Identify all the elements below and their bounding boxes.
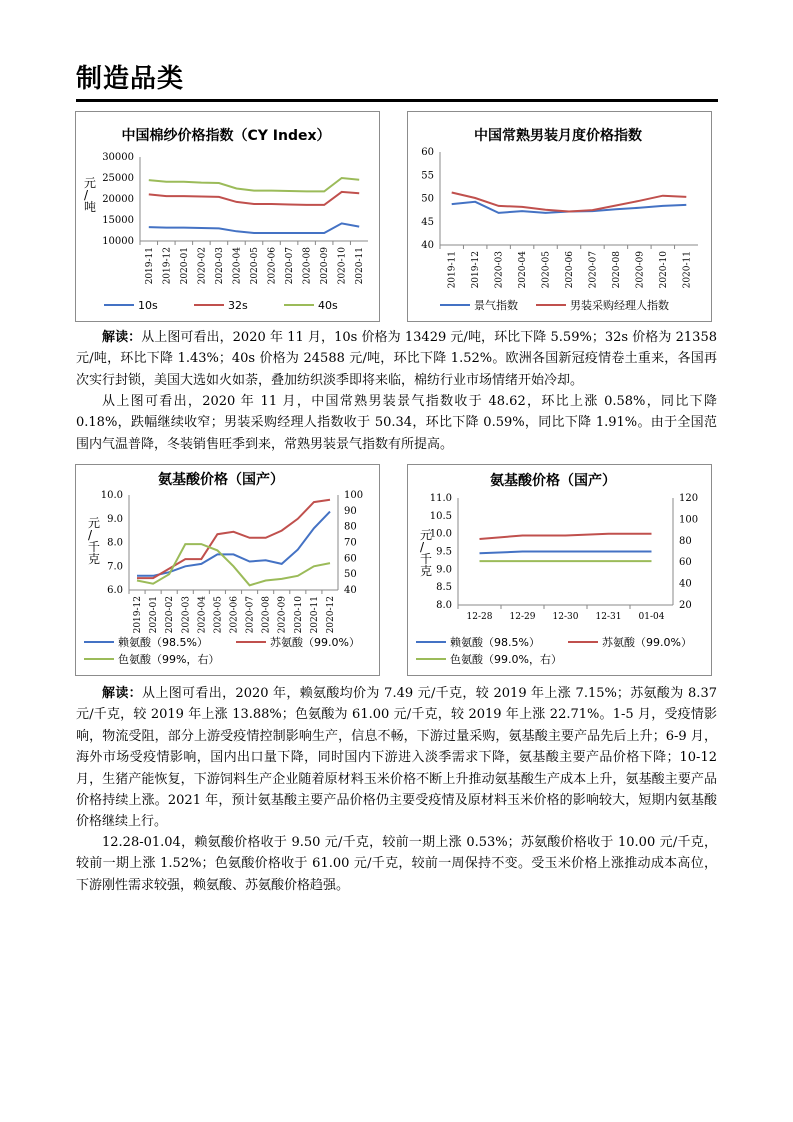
x-tick-label: 2020-07 — [588, 251, 599, 289]
x-tick-label: 2020-08 — [611, 251, 622, 289]
y-axis-label-char: 千 — [88, 540, 101, 554]
x-tick-label: 2020-06 — [565, 251, 575, 289]
y2-tick-label: 50 — [344, 569, 357, 581]
x-tick-label: 2020-08 — [261, 596, 272, 634]
y-tick-label: 25000 — [102, 173, 134, 184]
legend-label: 赖氨酸（98.5%） — [450, 636, 540, 649]
x-tick-label: 2020-04 — [197, 596, 208, 634]
x-tick-label: 2020-11 — [682, 251, 693, 289]
y-tick-label: 7.0 — [107, 561, 123, 573]
y2-tick-label: 80 — [679, 535, 692, 547]
y-axis-label-char: 元 — [420, 528, 433, 542]
y-axis-label-char: / — [84, 188, 89, 202]
chart-title: 中国常熟男装月度价格指数 — [474, 128, 642, 144]
y-axis-label-char: 元 — [88, 516, 101, 530]
paragraph-amino-weekly — [76, 832, 717, 896]
legend-label: 10s — [138, 299, 158, 312]
x-tick-label: 12-29 — [509, 612, 536, 622]
chart-title: 氨基酸价格（国产） — [158, 472, 284, 488]
x-tick-label: 2020-04 — [232, 247, 243, 285]
x-tick-label: 2020-05 — [250, 247, 260, 285]
y-tick-label: 10.0 — [100, 490, 123, 501]
x-tick-label: 2020-10 — [658, 251, 669, 289]
x-tick-label: 2020-10 — [293, 596, 304, 634]
y2-tick-label: 60 — [679, 557, 692, 569]
x-tick-label: 2019-12 — [162, 247, 173, 285]
x-tick-label: 2020-06 — [267, 247, 278, 285]
x-tick-label: 2020-03 — [181, 596, 192, 634]
series-line-0 — [480, 552, 652, 554]
y-tick-label: 8.0 — [107, 537, 123, 549]
paragraph-lead: 解读： — [102, 330, 142, 345]
x-tick-label: 2020-12 — [325, 596, 336, 634]
legend-label: 40s — [318, 299, 338, 312]
series-line-1 — [149, 192, 359, 205]
y-axis-label-char: / — [88, 528, 93, 542]
x-tick-label: 2020-01 — [149, 596, 160, 634]
y2-tick-label: 80 — [344, 521, 357, 533]
series-line-2 — [137, 544, 330, 585]
y2-tick-label: 40 — [679, 578, 692, 590]
x-tick-label: 2020-01 — [179, 247, 190, 285]
x-tick-label: 2020-09 — [277, 596, 288, 634]
series-line-1 — [452, 193, 687, 212]
x-tick-label: 2019-11 — [447, 251, 458, 289]
menswear-chart-svg — [408, 112, 711, 321]
x-tick-label: 2020-03 — [214, 247, 225, 285]
chart-cotton-yarn — [75, 111, 380, 322]
y2-tick-label: 20 — [679, 600, 692, 611]
chart-title: 氨基酸价格（国产） — [490, 473, 616, 489]
y2-tick-label: 90 — [344, 505, 357, 517]
x-tick-label: 2020-11 — [355, 247, 366, 285]
x-tick-label: 2020-05 — [213, 596, 224, 634]
y-axis-label — [88, 516, 100, 566]
y-tick-label: 10.0 — [429, 528, 452, 540]
paragraph-text: 从上图可看出，2020 年，赖氨酸均价为 7.49 元/千克，较 2019 年上涨 7.15%；苏氨酸为 8.37 元/千克，较 2019 年上涨 13.88%；色氨酸为 61.00 元/千克，较 2019 年上涨 22.71%。1-5 月，受疫情影响，物流受阻，部分上游受疫情控制影响生产，信息不畅，下游过量采购，氨基酸主要产品先后上升；6-9 月，海外市场受疫情影响，国内出口量下降，同时国内下游进入淡季需求下降，氨基酸主要产品价格下降；10-12 月，生猪产能恢复，下游饲料生产企业随着原材料玉米价格不断上升推动氨基酸生产成本上升，氨基酸主要产品价格持续上涨。2021 年，预计氨基酸主要产品价格仍主要受疫情及原材料玉米价格的影响较大，短期内氨基酸价格继续上行。 — [76, 686, 717, 830]
x-tick-label: 2020-09 — [320, 247, 331, 285]
y2-tick-label: 40 — [344, 585, 357, 596]
y-tick-label: 15000 — [102, 215, 134, 226]
y-axis-label — [84, 176, 96, 214]
y-tick-label: 10.5 — [429, 510, 452, 522]
series-line-2 — [149, 178, 359, 191]
y-axis-label-char: 吨 — [84, 200, 97, 214]
series-line-1 — [480, 534, 652, 539]
section-title: 制造品类 — [76, 64, 185, 94]
x-tick-label: 2019-12 — [133, 596, 144, 634]
x-tick-label: 2019-12 — [471, 251, 482, 289]
x-tick-label: 2020-08 — [302, 247, 313, 285]
paragraph-cotton — [76, 327, 717, 391]
title-rule — [76, 99, 718, 102]
y-tick-label: 9.0 — [107, 513, 123, 525]
legend-label: 赖氨酸（98.5%） — [118, 636, 208, 649]
chart-title: 中国棉纱价格指数（CY Index） — [121, 128, 331, 144]
x-tick-label: 01-04 — [638, 612, 665, 622]
paragraph-amino-yearly — [76, 683, 717, 833]
y-tick-label: 6.0 — [107, 585, 123, 596]
y-tick-label: 55 — [421, 170, 434, 182]
x-tick-label: 12-30 — [552, 612, 579, 622]
x-tick-label: 2020-09 — [635, 251, 646, 289]
legend-label: 色氨酸（99.0%，右） — [450, 653, 562, 666]
y-tick-label: 10000 — [102, 236, 134, 247]
series-line-0 — [149, 223, 359, 233]
chart-amino-acid-yearly — [75, 464, 380, 676]
y-tick-label: 9.0 — [436, 564, 452, 576]
y2-tick-label: 100 — [344, 490, 364, 501]
x-tick-label: 12-31 — [595, 612, 622, 622]
y-tick-label: 30000 — [102, 152, 134, 163]
legend-label: 色氨酸（99%，右） — [118, 653, 220, 666]
x-tick-label: 2020-02 — [197, 247, 208, 285]
x-tick-label: 2020-06 — [229, 596, 240, 634]
legend-label: 苏氨酸（99.0%） — [270, 636, 360, 649]
x-tick-label: 2020-07 — [245, 596, 256, 634]
x-tick-label: 2020-03 — [494, 251, 505, 289]
x-tick-label: 2020-07 — [285, 247, 296, 285]
amino-yearly-chart-svg — [76, 465, 379, 675]
amino-weekly-chart-svg — [408, 465, 711, 675]
paragraph-text: 12.28-01.04，赖氨酸价格收于 9.50 元/千克，较前一期上涨 0.53%；苏氨酸价格收于 10.00 元/千克，较前一期上涨 1.52%；色氨酸价格收于 61.00 元/千克，较前一周保持不变。受玉米价格上涨推动成本高位，下游刚性需求较强，赖氨酸、苏氨酸价格趋强。 — [76, 835, 717, 893]
y-tick-label: 60 — [421, 147, 434, 158]
y-axis-label-char: 元 — [84, 176, 97, 190]
legend-label: 景气指数 — [474, 299, 518, 312]
x-tick-label: 2020-02 — [165, 596, 176, 634]
legend-label: 32s — [228, 299, 248, 312]
y2-tick-label: 100 — [679, 514, 699, 526]
y-tick-label: 45 — [421, 216, 434, 228]
y-axis-label-char: 克 — [420, 564, 433, 578]
y-axis-label — [420, 528, 432, 578]
y2-tick-label: 70 — [344, 537, 357, 549]
x-tick-label: 2020-10 — [337, 247, 348, 285]
y-tick-label: 8.0 — [436, 600, 452, 611]
y-tick-label: 20000 — [102, 194, 134, 205]
y-tick-label: 50 — [421, 193, 434, 205]
x-tick-label: 2019-11 — [144, 247, 155, 285]
x-tick-label: 2020-05 — [541, 251, 552, 289]
y-axis-label-char: / — [420, 540, 425, 554]
chart-amino-acid-weekly — [407, 464, 712, 676]
chart-menswear-index — [407, 111, 712, 322]
x-tick-label: 12-28 — [466, 612, 493, 622]
x-tick-label: 2020-04 — [518, 251, 529, 289]
y-tick-label: 9.5 — [436, 546, 452, 558]
y-tick-label: 8.5 — [436, 582, 452, 594]
paragraph-menswear — [76, 391, 717, 455]
cotton-yarn-chart-svg — [76, 112, 379, 321]
y2-tick-label: 60 — [344, 553, 357, 565]
legend-label: 苏氨酸（99.0%） — [602, 636, 692, 649]
legend-label: 男装采购经理人指数 — [570, 299, 669, 312]
y2-tick-label: 120 — [679, 493, 699, 504]
x-tick-label: 2020-11 — [309, 596, 320, 634]
y-axis-label-char: 千 — [420, 552, 433, 566]
y-tick-label: 11.0 — [429, 493, 452, 504]
y-tick-label: 40 — [421, 240, 434, 251]
paragraph-text: 从上图可看出，2020 年 11 月，中国常熟男装景气指数收于 48.62，环比上涨 0.58%，同比下降 0.18%，跌幅继续收窄；男装采购经理人指数收于 50.34，环比下降 0.59%，同比下降 1.91%。由于全国范围内气温普降，冬装销售旺季到来，常熟男装景气指数有所提高。 — [76, 394, 717, 452]
paragraph-text: 从上图可看出，2020 年 11 月，10s 价格为 13429 元/吨，环比下降 5.59%；32s 价格为 21358 元/吨，环比下降 1.43%；40s 价格为 24588 元/吨，环比下降 1.52%。欧洲各国新冠疫情卷土重来，各国再次实行封锁，美国大选如火如荼，叠加纺织淡季即将来临，棉纺行业市场情绪开始冷却。 — [76, 330, 717, 388]
y-axis-label-char: 克 — [88, 552, 101, 566]
paragraph-lead: 解读： — [102, 686, 143, 701]
